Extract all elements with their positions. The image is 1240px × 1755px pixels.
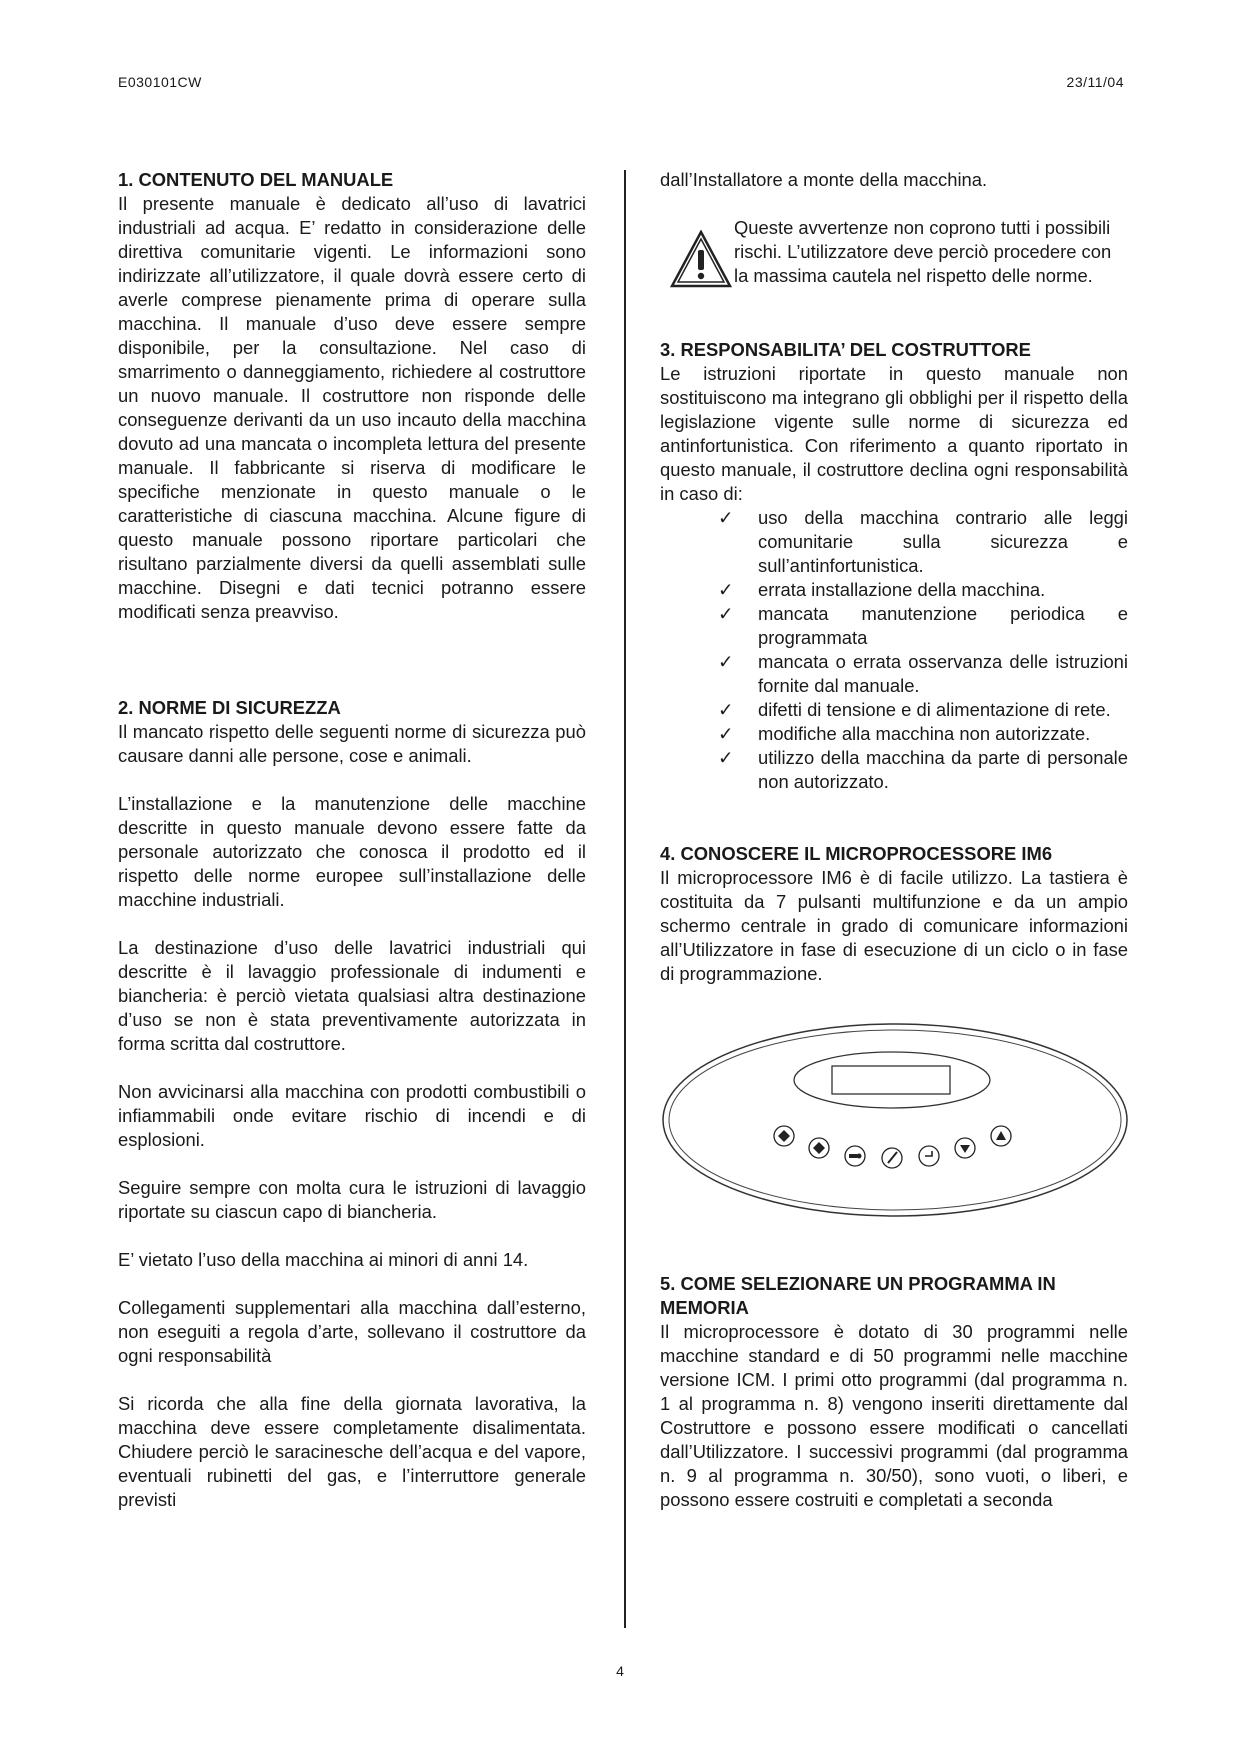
control-panel-diagram [660, 1020, 1130, 1220]
list-item: ✓ modifiche alla macchina non autorizzate. [718, 723, 1091, 744]
section-2-paragraph-4: Non avvicinarsi alla macchina con prodotti combustibili o infiammabili onde evitare rischio di incendi e di esplosioni. [118, 1081, 586, 1150]
section-2-paragraph-7: Collegamenti supplementari alla macchina dall’esterno, non eseguiti a regola d’arte, sollevano il costruttore da ogni responsabilità [118, 1297, 586, 1366]
check-mark-icon: ✓ [718, 507, 734, 528]
check-mark-icon: ✓ [718, 603, 734, 624]
section-4-title: 4. CONOSCERE IL MICROPROCESSORE IM6 [660, 843, 1053, 864]
section-3-title: 3. RESPONSABILITA’ DEL COSTRUTTORE [660, 339, 1031, 360]
section-2-title: 2. NORME DI SICUREZZA [118, 697, 341, 718]
page-number: 4 [616, 1663, 624, 1679]
responsibility-list [660, 506, 1128, 794]
check-mark-icon: ✓ [718, 747, 734, 768]
list-item: ✓ difetti di tensione e di alimentazione di rete. [718, 699, 1111, 720]
column-divider [624, 170, 626, 1628]
section-5-body: Il microprocessore è dotato di 30 programmi nelle macchine standard e di 50 programmi nelle macchine versione ICM. I primi otto programmi (dal programma n. 1 al programma n. 8) vengono inseriti direttamente dal Costruttore e possono essere modificati o cancellati dall’Utilizzatore. I successivi programmi (dal programma n. 9 al programma n. 30/50), sono vuoti, o liberi, e possono essere costruiti e completati a seconda [660, 1321, 1128, 1510]
section-3-intro: Le istruzioni riportate in questo manuale non sostituiscono ma integrano gli obblighi per il rispetto della legislazione vigente sulle norme di sicurezza ed antinfortunistica. Con riferimento a quanto riportato in questo manuale, il costruttore declina ogni responsabilità in caso di: [660, 363, 1128, 504]
warning-box [670, 216, 1128, 290]
section-2-paragraph-1: Il mancato rispetto delle seguenti norme di sicurezza può causare danni alle persone, cose e animali. [118, 721, 586, 766]
display-screen [832, 1066, 950, 1094]
list-item: ✓ mancata o errata osservanza delle istruzioni fornite dal manuale. [718, 651, 1128, 696]
section-2-paragraph-5: Seguire sempre con molta cura le istruzioni di lavaggio riportate su ciascun capo di biancheria. [118, 1177, 586, 1222]
left-column [118, 168, 586, 1512]
section-4-body: Il microprocessore IM6 è di facile utilizzo. La tastiera è costituita da 7 pulsanti multifunzione e da un ampio schermo centrale in grado di comunicare informazioni all’Utilizzatore in fase di esecuzione di un ciclo o in fase di programmazione. [660, 867, 1128, 984]
list-item: ✓ utilizzo della macchina da parte di personale non autorizzato. [718, 747, 1128, 792]
list-item: ✓ errata installazione della macchina. [718, 579, 1046, 600]
section-2-paragraph-8: Si ricorda che alla fine della giornata lavorativa, la macchina deve essere completamente disalimentata. Chiudere perciò le saracinesche dell’acqua e del vapore, eventuali rubinetti del gas, e l’interruttore generale previsti [118, 1393, 586, 1510]
document-date: 23/11/04 [1066, 74, 1124, 90]
section-5-title: 5. COME SELEZIONARE UN PROGRAMMA IN MEMORIA [660, 1273, 1056, 1318]
warning-text: Queste avvertenze non coprono tutti i possibili rischi. L’utilizzatore deve perciò procedere con la massima cautela nel rispetto delle norme. [734, 217, 1112, 286]
section-1-title: 1. CONTENUTO DEL MANUALE [118, 169, 394, 190]
section-2-paragraph-2: L’installazione e la manutenzione delle macchine descritte in questo manuale devono essere fatte da personale autorizzato che conosca il prodotto ed il rispetto delle norme europee sull’installazione delle macchine industriali. [118, 793, 586, 910]
list-item: ✓ uso della macchina contrario alle leggi comunitarie sulla sicurezza e sull’antinfortunistica. [718, 507, 1128, 576]
check-mark-icon: ✓ [718, 699, 734, 720]
check-mark-icon: ✓ [718, 723, 734, 744]
right-column [660, 168, 1128, 1512]
section-2-paragraph-6: E’ vietato l’uso della macchina ai minori di anni 14. [118, 1249, 529, 1270]
check-mark-icon: ✓ [718, 651, 734, 672]
document-code: E030101CW [118, 74, 202, 90]
check-mark-icon: ✓ [718, 579, 734, 600]
section-2-paragraph-3: La destinazione d’uso delle lavatrici industriali qui descritte è il lavaggio professionale di indumenti e biancheria: è perciò vietata qualsiasi altra destinazione d’uso se non è stata preventivamente autorizzata in forma scritta dal costruttore. [118, 937, 586, 1054]
list-item: ✓ mancata manutenzione periodica e programmata [718, 603, 1128, 648]
warning-triangle-icon [670, 230, 732, 290]
section-2-paragraph-8-continued: dall’Installatore a monte della macchina. [660, 169, 988, 190]
section-1-body: Il presente manuale è dedicato all’uso di lavatrici industriali ad acqua. E’ redatto in considerazione delle direttiva comunitarie vigenti. Le informazioni sono indirizzate all’utilizzatore, il quale dovrà essere certo di averle comprese pienamente prima di operare sulla macchina. Il manuale d’uso deve essere sempre disponibile, per la consultazione. Nel caso di smarrimento o danneggiamento, richiedere al costruttore un nuovo manuale. Il costruttore non risponde delle conseguenze derivanti da un uso incauto della macchina dovuto ad una mancata o incompleta lettura del presente manuale. Il fabbricante si riserva di modificare le specifiche menzionate in questo manuale o le caratteristiche di ciascuna macchina. Alcune figure di questo manuale possono riportare particolari che risultano parzialmente diversi da quelli assemblati sulle macchine. Disegni e dati tecnici potranno essere modificati senza preavviso. [118, 193, 586, 622]
